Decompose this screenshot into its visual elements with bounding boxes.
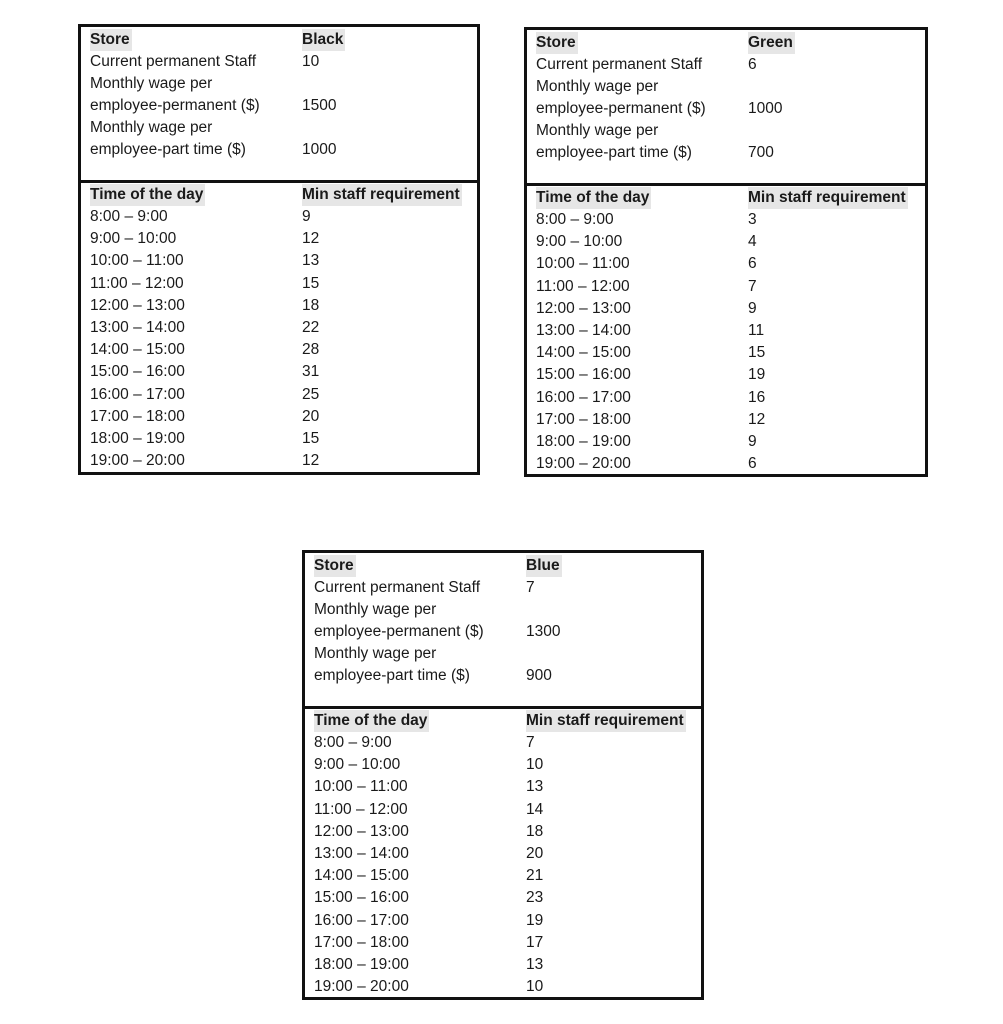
min-staff-cell: 7	[748, 277, 757, 295]
table-row	[527, 431, 925, 453]
time-cell: 12:00 – 13:00	[536, 299, 631, 317]
wage-parttime-value: 1000	[302, 141, 337, 158]
store-info	[81, 27, 477, 183]
min-staff-cell: 7	[526, 734, 535, 751]
time-cell: 10:00 – 11:00	[536, 255, 630, 273]
min-staff-cell: 23	[526, 889, 544, 907]
time-cell: 19:00 – 20:00	[90, 452, 185, 470]
permanent-staff-value: 10	[302, 53, 320, 70]
min-staff-cell: 12	[302, 230, 320, 248]
min-staff-cell: 6	[748, 255, 757, 273]
store-info	[527, 30, 925, 186]
min-staff-cell: 9	[748, 299, 757, 317]
time-cell: 13:00 – 14:00	[90, 319, 185, 336]
store-info	[305, 553, 701, 709]
min-staff-cell: 17	[526, 933, 544, 951]
time-cell: 19:00 – 20:00	[536, 455, 631, 473]
permanent-staff-label: Current permanent Staff	[314, 579, 480, 596]
table-row	[81, 339, 477, 361]
table-row	[305, 954, 701, 976]
min-staff-cell: 6	[748, 455, 757, 473]
min-staff-cell: 9	[302, 208, 311, 225]
min-staff-cell: 25	[302, 385, 320, 403]
table-row	[305, 887, 701, 909]
wage-permanent-label-line1: Monthly wage per	[90, 75, 213, 92]
table-row	[81, 317, 477, 339]
table-row	[527, 231, 925, 253]
time-header: Time of the day	[536, 187, 651, 209]
time-cell: 9:00 – 10:00	[536, 233, 623, 251]
table-row	[527, 253, 925, 275]
table-row	[81, 406, 477, 428]
time-cell: 9:00 – 10:00	[90, 230, 177, 248]
min-staff-header: Min staff requirement	[526, 710, 686, 732]
time-cell: 14:00 – 15:00	[90, 341, 185, 359]
wage-permanent-label-line2: employee-permanent ($)	[314, 623, 484, 640]
time-cell: 12:00 – 13:00	[314, 822, 409, 840]
permanent-staff-value: 7	[526, 579, 535, 596]
time-cell: 13:00 – 14:00	[314, 845, 409, 862]
min-staff-cell: 20	[302, 407, 320, 425]
time-cell: 9:00 – 10:00	[314, 756, 401, 774]
table-row	[305, 776, 701, 798]
permanent-staff-label: Current permanent Staff	[536, 56, 702, 73]
time-cell: 8:00 – 9:00	[90, 208, 168, 225]
wage-permanent-value: 1500	[302, 97, 337, 114]
store-label: Store	[90, 29, 132, 51]
table-row	[81, 295, 477, 317]
store-card-black	[78, 24, 480, 475]
table-row	[81, 361, 477, 383]
min-staff-cell: 10	[526, 756, 544, 774]
min-staff-cell: 19	[748, 366, 766, 384]
time-cell: 10:00 – 11:00	[90, 252, 184, 270]
table-row	[305, 976, 701, 998]
table-row	[527, 276, 925, 298]
min-staff-cell: 18	[526, 822, 544, 840]
min-staff-cell: 9	[748, 433, 757, 450]
time-cell: 11:00 – 12:00	[536, 277, 630, 295]
table-row	[305, 821, 701, 843]
time-cell: 14:00 – 15:00	[314, 867, 409, 885]
time-cell: 18:00 – 19:00	[90, 430, 185, 447]
table-row	[527, 209, 925, 231]
table-row	[305, 910, 701, 932]
min-staff-cell: 31	[302, 363, 320, 381]
permanent-staff-label: Current permanent Staff	[90, 53, 256, 70]
table-row	[305, 843, 701, 865]
table-row	[81, 428, 477, 450]
time-cell: 8:00 – 9:00	[314, 734, 392, 751]
store-label: Store	[314, 555, 356, 577]
min-staff-cell: 13	[302, 252, 320, 270]
table-row	[527, 453, 925, 475]
table-row	[527, 387, 925, 409]
wage-permanent-value: 1000	[748, 100, 783, 117]
time-cell: 18:00 – 19:00	[314, 956, 409, 973]
min-staff-cell: 22	[302, 319, 320, 336]
store-name: Green	[748, 32, 795, 54]
store-card-blue	[302, 550, 704, 1000]
time-header: Time of the day	[90, 184, 205, 206]
wage-permanent-value: 1300	[526, 623, 561, 640]
table-row	[527, 320, 925, 342]
time-cell: 16:00 – 17:00	[90, 385, 185, 403]
table-row	[527, 409, 925, 431]
time-cell: 17:00 – 18:00	[90, 407, 185, 425]
min-staff-cell: 4	[748, 233, 757, 251]
time-cell: 18:00 – 19:00	[536, 433, 631, 450]
time-cell: 19:00 – 20:00	[314, 978, 409, 996]
min-staff-cell: 12	[748, 410, 766, 428]
time-cell: 15:00 – 16:00	[536, 366, 631, 384]
time-cell: 15:00 – 16:00	[314, 889, 409, 907]
min-staff-cell: 3	[748, 211, 757, 228]
table-row	[305, 932, 701, 954]
table-row	[305, 865, 701, 887]
wage-parttime-label-line2: employee-part time ($)	[314, 667, 470, 684]
time-cell: 10:00 – 11:00	[314, 778, 408, 796]
time-cell: 14:00 – 15:00	[536, 344, 631, 362]
store-name: Black	[302, 29, 345, 51]
min-staff-header: Min staff requirement	[748, 187, 908, 209]
wage-permanent-label-line2: employee-permanent ($)	[90, 97, 260, 114]
min-staff-cell: 13	[526, 956, 544, 973]
time-cell: 12:00 – 13:00	[90, 296, 185, 314]
store-label: Store	[536, 32, 578, 54]
table-row	[527, 298, 925, 320]
wage-parttime-value: 700	[748, 144, 774, 161]
time-cell: 11:00 – 12:00	[90, 274, 184, 292]
min-staff-cell: 15	[748, 344, 766, 362]
wage-parttime-label-line2: employee-part time ($)	[536, 144, 692, 161]
time-header: Time of the day	[314, 710, 429, 732]
table-row	[527, 342, 925, 364]
time-cell: 15:00 – 16:00	[90, 363, 185, 381]
wage-parttime-label-line1: Monthly wage per	[90, 119, 213, 136]
table-row	[81, 228, 477, 250]
time-cell: 13:00 – 14:00	[536, 322, 631, 339]
time-cell: 16:00 – 17:00	[314, 911, 409, 929]
wage-permanent-label-line2: employee-permanent ($)	[536, 100, 706, 117]
min-staff-cell: 14	[526, 800, 544, 818]
table-row	[81, 273, 477, 295]
wage-permanent-label-line1: Monthly wage per	[314, 601, 437, 618]
min-staff-cell: 21	[526, 867, 544, 885]
min-staff-cell: 13	[526, 778, 544, 796]
wage-parttime-label-line1: Monthly wage per	[536, 122, 659, 139]
min-staff-cell: 18	[302, 296, 320, 314]
store-name: Blue	[526, 555, 562, 577]
min-staff-cell: 20	[526, 845, 544, 862]
store-card-green	[524, 27, 928, 477]
wage-permanent-label-line1: Monthly wage per	[536, 78, 659, 95]
wage-parttime-value: 900	[526, 667, 552, 684]
min-staff-cell: 15	[302, 274, 320, 292]
table-row	[81, 384, 477, 406]
table-row	[81, 450, 477, 472]
table-row	[527, 364, 925, 386]
min-staff-cell: 11	[748, 322, 765, 339]
table-row	[81, 250, 477, 272]
min-staff-cell: 19	[526, 911, 544, 929]
permanent-staff-value: 6	[748, 56, 757, 73]
table-row	[305, 754, 701, 776]
time-cell: 8:00 – 9:00	[536, 211, 614, 228]
time-cell: 17:00 – 18:00	[314, 933, 409, 951]
table-row	[305, 732, 701, 754]
table-row	[305, 799, 701, 821]
time-cell: 11:00 – 12:00	[314, 800, 408, 818]
min-staff-cell: 15	[302, 430, 320, 447]
time-cell: 16:00 – 17:00	[536, 388, 631, 406]
wage-parttime-label-line2: employee-part time ($)	[90, 141, 246, 158]
wage-parttime-label-line1: Monthly wage per	[314, 645, 437, 662]
min-staff-cell: 10	[526, 978, 544, 996]
min-staff-header: Min staff requirement	[302, 184, 462, 206]
time-cell: 17:00 – 18:00	[536, 410, 631, 428]
min-staff-cell: 28	[302, 341, 320, 359]
min-staff-cell: 12	[302, 452, 320, 470]
table-row	[81, 206, 477, 228]
min-staff-cell: 16	[748, 388, 766, 406]
